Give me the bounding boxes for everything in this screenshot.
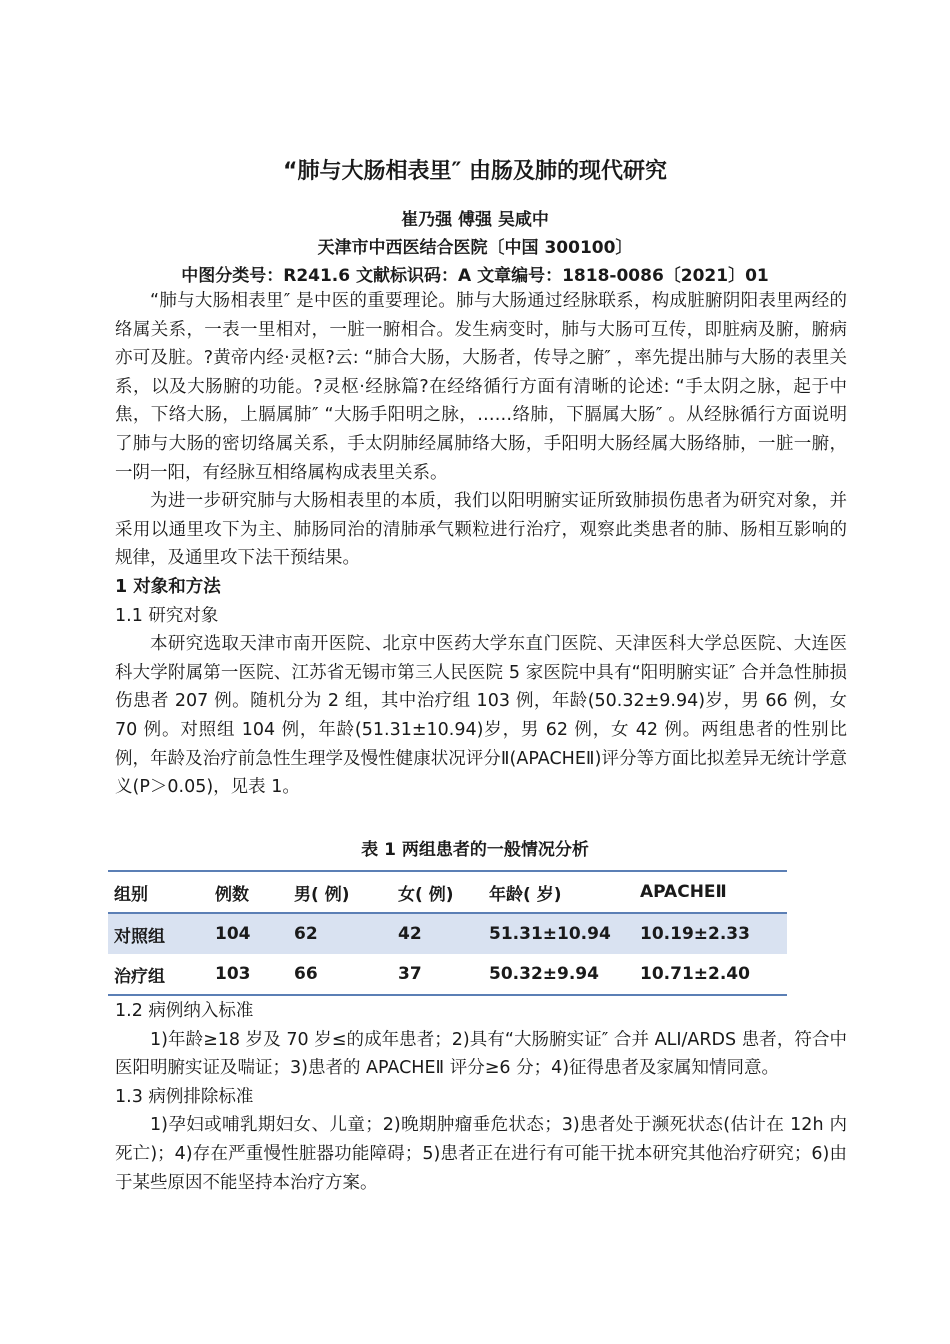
criteria-block: [115, 997, 847, 1197]
table-cell: 50.32±9.94: [489, 964, 599, 984]
table-cell: 37: [398, 964, 422, 984]
table-cell: 对照组: [114, 926, 165, 947]
table-row: [108, 954, 787, 995]
authors: 崔乃强 傅强 吴咸中: [401, 210, 549, 230]
table-cell: 51.31±10.94: [489, 924, 611, 944]
paragraph-5: 1)孕妇或哺乳期妇女、儿童；2)晚期肿瘤垂危状态；3)患者处于濒死状态(估计在 12h 内死亡)；4)存在严重慢性脏器功能障碍；5)患者正在进行有可能干扰本研究其他治疗研究；6)由于某些原因不能坚持本治疗方案。: [115, 1115, 847, 1193]
table-cell: 10.19±2.33: [640, 924, 750, 944]
affiliation: 天津市中西医结合医院〔中国 300100〕: [317, 238, 633, 258]
classification-line: 中图分类号：R241.6 文献标识码：A 文章编号：1818-0086〔2021〕01: [181, 266, 769, 286]
subsection-heading-1-1: 1.1 研究对象: [115, 605, 219, 626]
table-header-cell: 女( 例): [398, 884, 454, 905]
table-cell: 42: [398, 924, 422, 944]
paper-title: “肺与大肠相表里″ 由肠及肺的现代研究: [283, 159, 667, 184]
table-cell: 62: [294, 924, 318, 944]
table-header-cell: 组别: [114, 884, 148, 905]
table-row: [108, 913, 787, 954]
table-cell: 103: [215, 964, 251, 984]
table-header-cell: 年龄( 岁): [489, 884, 562, 905]
table-caption: 表 1 两组患者的一般情况分析: [361, 840, 589, 860]
paragraph-2: 为进一步研究肺与大肠相表里的本质，我们以阳明腑实证所致肺损伤患者为研究对象，并采用以通里攻下为主、肺肠同治的清肺承气颗粒进行治疗，观察此类患者的肺、肠相互影响的规律，及通里攻下法干预结果。: [115, 491, 847, 569]
subsection-heading-1-2: 1.2 病例纳入标准: [115, 1001, 254, 1021]
intro-block: [115, 287, 847, 802]
table-header-cell: APACHEⅡ: [640, 882, 727, 902]
table-header-cell: 男( 例): [294, 884, 350, 905]
patient-table: [108, 870, 787, 996]
table-cell: 104: [215, 924, 251, 944]
section-heading-1: 1 对象和方法: [115, 576, 221, 597]
paragraph-3: 本研究选取天津市南开医院、北京中医药大学东直门医院、天津医科大学总医院、大连医科大学附属第一医院、江苏省无锡市第三人民医院 5 家医院中具有“阳明腑实证″ 合并急性肺损伤患者 207 例。随机分为 2 组，其中治疗组 103 例，年龄(50.32±9.94)岁，男 66 例，女 70 例。对照组 104 例，年龄(51.31±10.94)岁，男 62 例，女 42 例。两组患者的性别比例，年龄及治疗前急性生理学及慢性健康状况评分Ⅱ(APACHEⅡ)评分等方面比拟差异无统计学意义(P＞0.05)，见表 1。: [115, 634, 847, 798]
table-cell: 治疗组: [114, 966, 165, 987]
table-cell: 66: [294, 964, 318, 984]
subsection-heading-1-3: 1.3 病例排除标准: [115, 1086, 254, 1107]
table-cell: 10.71±2.40: [640, 964, 750, 984]
table-header-row: [108, 871, 787, 913]
paragraph-4: 1)年龄≥18 岁及 70 岁≤的成年患者；2)具有“大肠腑实证″ 合并 ALI/ARDS 患者，符合中医阳明腑实证及喘证；3)患者的 APACHEⅡ 评分≥6 分；4)征得患者及家属知情同意。: [115, 1029, 847, 1079]
paragraph-1: “肺与大肠相表里″ 是中医的重要理论。肺与大肠通过经脉联系，构成脏腑阴阳表里两经的络属关系，一表一里相对，一脏一腑相合。发生病变时，肺与大肠可互传，即脏病及腑，腑病亦可及脏。?黄帝内经·灵枢?云: “肺合大肠，大肠者，传导之腑″ ，率先提出肺与大肠的表里关系，以及大肠腑的功能。?灵枢·经脉篇?在经络循行方面有清晰的论述: “手太阴之脉，起于中焦，下络大肠，上膈属肺″ “大肠手阳明之脉，……络肺，下膈属大肠″ 。从经脉循行方面说明了肺与大肠的密切络属关系，手太阴肺经属肺络大肠，手阳明大肠经属大肠络肺，一脏一腑，一阴一阳，有经脉互相络属构成表里关系。: [115, 291, 847, 483]
table-header-cell: 例数: [215, 884, 249, 905]
